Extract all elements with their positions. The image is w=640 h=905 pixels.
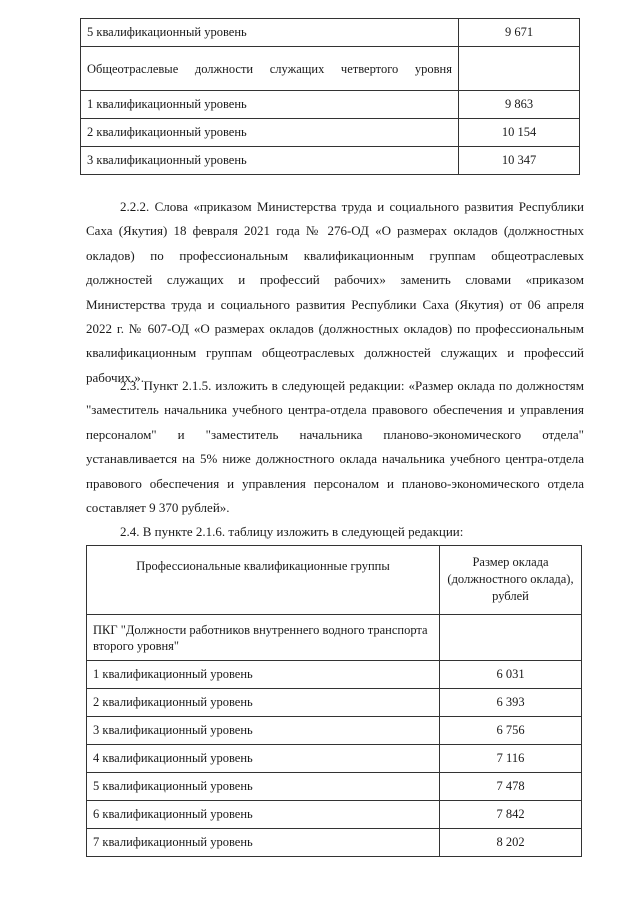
table-row [81, 91, 580, 119]
table-header-row [87, 546, 582, 615]
table-row [81, 19, 580, 47]
header-cell-group: Профессиональные квалификационные группы [87, 546, 440, 615]
table-cell-salary: 8 202 [440, 829, 582, 857]
table-cell-salary: 6 393 [440, 689, 582, 717]
table-row [87, 689, 582, 717]
salary-table-top [80, 18, 580, 175]
table-cell-level: 2 квалификационный уровень [81, 119, 459, 147]
table-row [81, 119, 580, 147]
salary-table-water-transport [86, 545, 582, 857]
table-cell-level: 6 квалификационный уровень [87, 801, 440, 829]
table-cell-salary: 10 347 [459, 147, 580, 175]
table-cell-level: 5 квалификационный уровень [81, 19, 459, 47]
table-row [87, 745, 582, 773]
table-cell-salary: 6 031 [440, 661, 582, 689]
table-row-group-header [81, 47, 580, 91]
table-cell-level: 5 квалификационный уровень [87, 773, 440, 801]
table-cell-salary: 6 756 [440, 717, 582, 745]
table-row [87, 717, 582, 745]
table-cell-salary [459, 47, 580, 91]
table-cell-level: 7 квалификационный уровень [87, 829, 440, 857]
paragraph-2-3: 2.3. Пункт 2.1.5. изложить в следующей редакции: «Размер оклада по должностям "заместитель начальника учебного центра-отдела правового обеспечения и управления персоналом" и "заместитель начальника планово-экономического отдела" устанавливается на 5% ниже должностного оклада начальника учебного центра-отдела правового обеспечения и управления персоналом и планово-экономического отдела составляет 9 370 рублей». [86, 378, 584, 516]
paragraph-2-2-2: 2.2.2. Слова «приказом Министерства труда и социального развития Республики Саха (Якутия) 18 февраля 2021 года № 276-ОД «О размерах окладов (должностных окладов) по профессиональным квалификационным группам общеотраслевых должностей служащих и профессий рабочих» заменить словами «приказом Министерства труда и социального развития Республики Саха (Якутия) от 06 апреля 2022 г. № 607-ОД «О размерах окладов (должностных окладов) по профессиональным квалификационным группам общеотраслевых должностей служащих и профессий рабочих.». [86, 199, 584, 385]
table-row-group-header [87, 615, 582, 661]
table-row [87, 829, 582, 857]
table-cell-level: 4 квалификационный уровень [87, 745, 440, 773]
table-cell-level: 3 квалификационный уровень [87, 717, 440, 745]
table-cell-level: 2 квалификационный уровень [87, 689, 440, 717]
paragraph-2-4: 2.4. В пункте 2.1.6. таблицу изложить в следующей редакции: [120, 524, 464, 539]
table-row [87, 801, 582, 829]
table-cell-level: 1 квалификационный уровень [81, 91, 459, 119]
table-cell-salary: 9 863 [459, 91, 580, 119]
table-cell-salary: 9 671 [459, 19, 580, 47]
table-row [81, 147, 580, 175]
table-cell-salary [440, 615, 582, 661]
table-cell-salary: 7 116 [440, 745, 582, 773]
table-row [87, 773, 582, 801]
table-cell-salary: 10 154 [459, 119, 580, 147]
table-cell-group: ПКГ "Должности работников внутреннего водного транспорта второго уровня" [87, 615, 440, 661]
table-cell-salary: 7 842 [440, 801, 582, 829]
table-cell-group: Общеотраслевые должности служащих четвертого уровня [81, 47, 459, 91]
table-cell-level: 1 квалификационный уровень [87, 661, 440, 689]
header-cell-salary: Размер оклада (должностного оклада), рублей [440, 546, 582, 615]
table-cell-level: 3 квалификационный уровень [81, 147, 459, 175]
table-cell-salary: 7 478 [440, 773, 582, 801]
table-row [87, 661, 582, 689]
